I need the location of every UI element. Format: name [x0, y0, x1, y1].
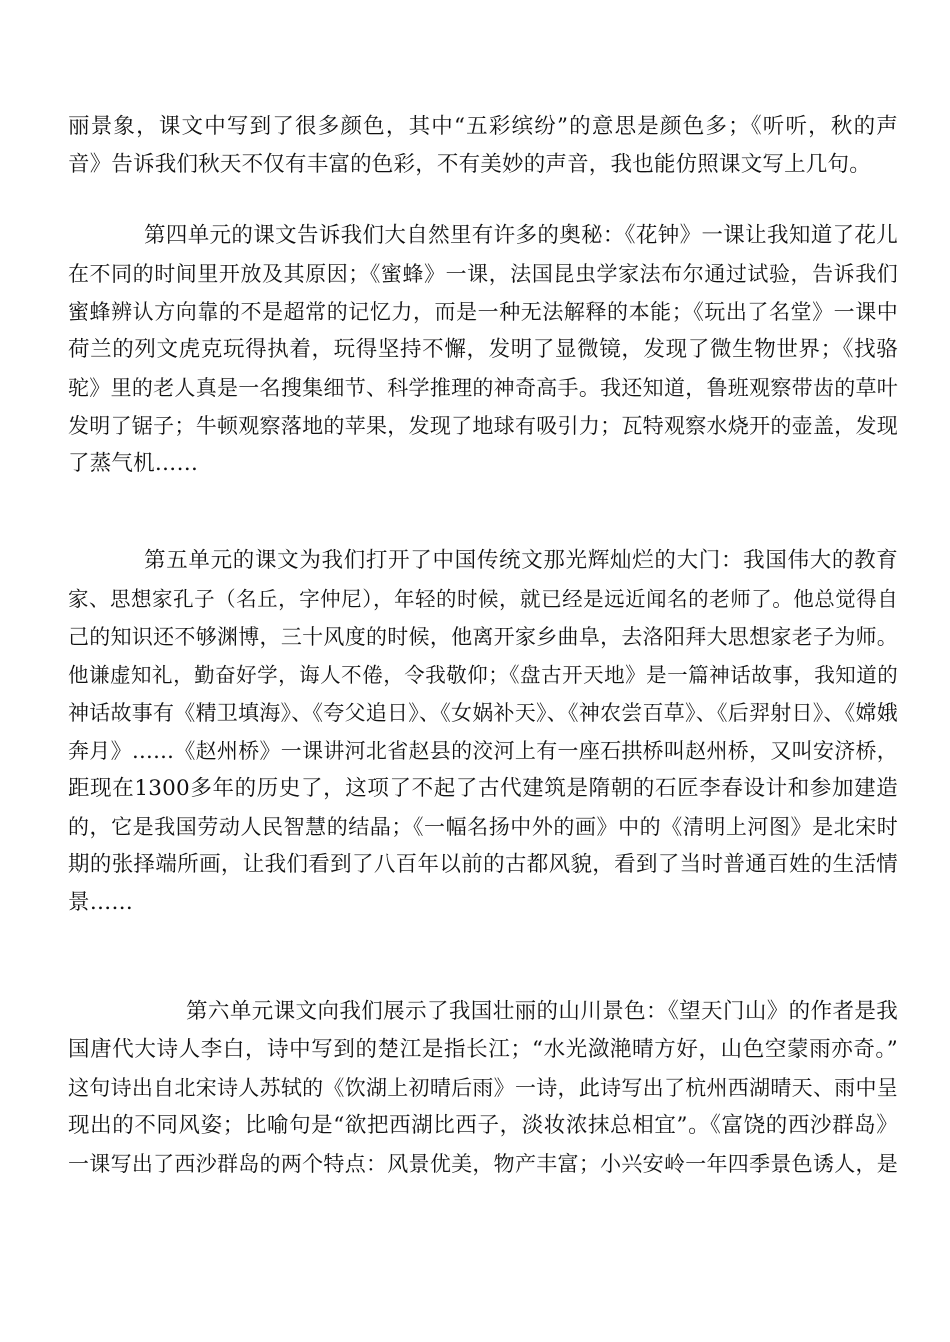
paragraph-autumn-colors	[68, 108, 898, 184]
text-line: 一课写出了西沙群岛的两个特点：风景优美，物产丰富；小兴安岭一年四季景色诱人，是	[68, 1152, 898, 1176]
text-line: 景……	[68, 890, 134, 915]
text-line: 荷兰的列文虎克玩得执着，玩得坚持不懈，发明了显微镜，发现了微生物世界；《找骆	[68, 337, 898, 362]
text-line: 这句诗出自北宋诗人苏轼的《饮湖上初晴后雨》一诗，此诗写出了杭州西湖晴天、雨中呈	[68, 1076, 898, 1100]
paragraph-unit-five	[68, 542, 898, 922]
text-line: 蜜蜂辨认方向靠的不是超常的记忆力，而是一种无法解释的本能；《玩出了名堂》一课中	[68, 300, 898, 324]
text-line: 家、思想家孔子（名丘，字仲尼），年轻的时候，就已经是远近闻名的老师了。他总觉得自	[68, 587, 898, 611]
text-line: 音》告诉我们秋天不仅有丰富的色彩，不有美妙的声音，我也能仿照课文写上几句。	[68, 152, 871, 177]
paragraph-unit-six	[68, 993, 898, 1183]
text-line: 现出的不同风姿；比喻句是“欲把西湖比西子，淡妆浓抹总相宜”。《富饶的西沙群岛》	[68, 1113, 898, 1138]
text-line: 在不同的时间里开放及其原因；《蜜蜂》一课，法国昆虫学家法布尔通过试验，告诉我们	[68, 262, 898, 286]
paragraph-unit-four	[68, 217, 898, 483]
text-line: 距现在1300多年的历史了，这项了不起了古代建筑是隋朝的石匠李春设计和参加建造	[68, 776, 898, 801]
text-line: 第五单元的课文为我们打开了中国传统文那光辉灿烂的大门：我国伟大的教育	[144, 548, 898, 573]
text-line: 期的张择端所画，让我们看到了八百年以前的古都风貌，看到了当时普通百姓的生活情	[68, 852, 898, 877]
text-line: 国唐代大诗人李白，诗中写到的楚江是指长江；“水光潋滟晴方好，山色空蒙雨亦奇。”	[68, 1037, 898, 1062]
text-line: 奔月》……《赵州桥》一课讲河北省赵县的洨河上有一座石拱桥叫赵州桥，又叫安济桥，	[68, 739, 898, 763]
text-line: 的，它是我国劳动人民智慧的结晶；《一幅名扬中外的画》中的《清明上河图》是北宋时	[68, 815, 898, 839]
text-line: 发明了锯子；牛顿观察落地的苹果，发现了地球有吸引力；瓦特观察水烧开的壶盖，发现	[68, 414, 898, 438]
text-line: 驼》里的老人真是一名搜集细节、科学推理的神奇高手。我还知道，鲁班观察带齿的草叶	[68, 376, 898, 400]
text-line: 他谦虚知礼，勤奋好学，诲人不倦，令我敬仰；《盘古开天地》是一篇神话故事，我知道的	[68, 663, 898, 687]
text-line: 神话故事有《精卫填海》、《夸父追日》、《女娲补天》、《神农尝百草》、《后羿射日》、《嫦娥	[68, 701, 898, 725]
text-line: 第六单元课文向我们展示了我国壮丽的山川景色：《望天门山》的作者是我	[186, 999, 898, 1024]
text-line: 己的知识还不够渊博，三十风度的时候，他离开家乡曲阜，去洛阳拜大思想家老子为师。	[68, 625, 898, 649]
text-line: 丽景象，课文中写到了很多颜色，其中“五彩缤纷”的意思是颜色多；《听听，秋的声	[68, 114, 898, 139]
text-line: 了蒸气机……	[68, 451, 199, 476]
text-line: 第四单元的课文告诉我们大自然里有许多的奥秘：《花钟》一课让我知道了花儿	[144, 223, 898, 248]
